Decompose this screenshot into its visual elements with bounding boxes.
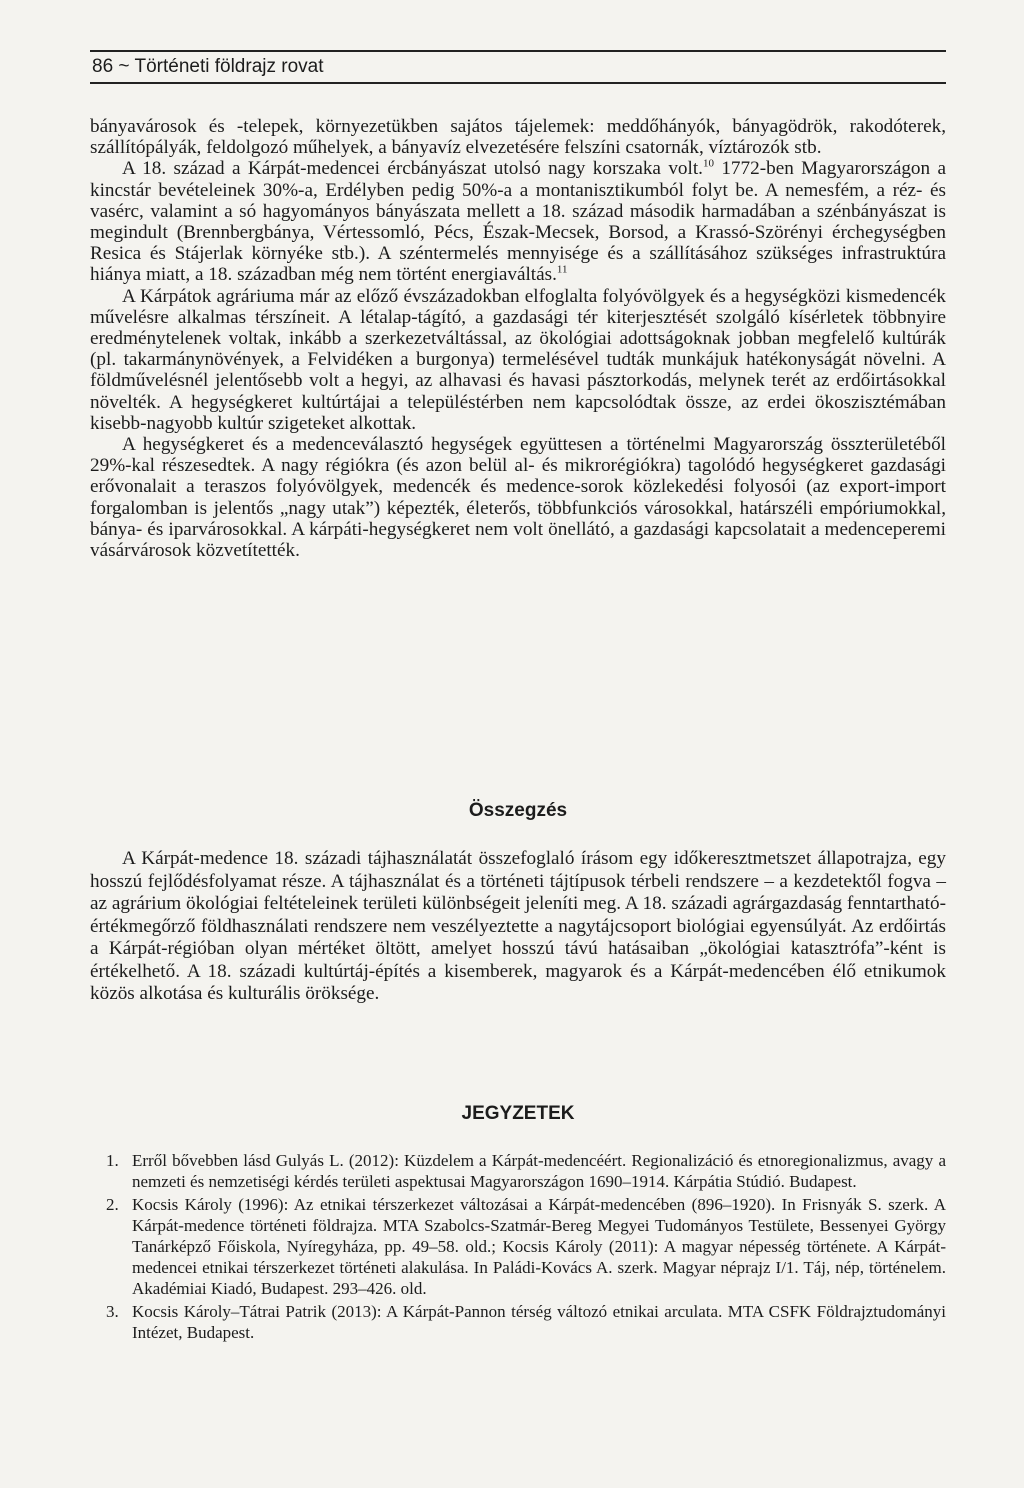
paragraph-1: bányavárosok és -telepek, környezetükben sajátos tájelemek: meddőhányók, bányagödrök, rakodóterek, szállítópályák, feldolgozó műhelyek, a bányavíz elvezetésére felszíni csatornák, víztározók stb. — [90, 116, 946, 159]
paragraph-3: A Kárpátok agráriuma már az előző évszázadokban elfoglalta folyóvölgyek és a hegységközi kismedencék művelésre alkalmas térszíneit. A létalap-tágító, a gazdasági tér kiterjesztését szolgáló kísérletek többnyire eredménytelenek voltak, inkább a szerkezetváltással, az ökológiai adottságoknak jobban megfelelő kultúrák (pl. takarmánynövények, a Felvidéken a burgonya) termelésével tudták munkájuk hatékonyságát növelni. A földművelésnél jelentősebb volt a hegyi, az alhavasi és havasi pásztorkodás, melynek terét az erdőirtásokkal növelték. A hegységkeret kultúrtájai a településtérben nem kapcsolódtak össze, az erdei ökoszisztémában kisebb-nagyobb kultúr szigeteket alkottak. — [90, 285, 946, 434]
note-item — [90, 1194, 946, 1299]
note-item — [90, 1301, 946, 1343]
note-text: Kocsis Károly (1996): Az etnikai térszerkezet változásai a Kárpát-medencében (896–1920). In Frisnyák S. szerk. A Kárpát-medence történeti földrajza. MTA Szabolcs-Szatmár-Bereg Megyei Tudományos Testülete, Bessenyei György Tanárképző Főiskola, Nyíregyháza, pp. 49–58. old.; Kocsis Károly (2011): A magyar népesség története. A Kárpát-medencei etnikai térszerkezet történeti alakulása. In Paládi-Kovács A. szerk. Magyar néprajz I/1. Táj, nép, történelem. Akadémiai Kiadó, Budapest. 293–426. old. — [132, 1195, 946, 1298]
running-header — [90, 50, 946, 84]
paragraph-4: A hegységkeret és a medenceválasztó hegységek együttesen a történelmi Magyarország összterületéből 29%-kal részesedtek. A nagy régiókra (és azon belül al- és mikrorégiókra) tagolódó hegységkeret gazdasági erővonalait a teraszos folyóvölgyek, medencék és medence-sorok közlekedési folyosói (az export-import forgalomban is jelentős „nagy utak”) képezték, életerős, többfunkciós városokkal, határszéli empóriumokkal, bánya- és iparvárosokkal. A kárpáti-hegységkeret nem volt önellátó, a gazdasági kapcsolatait a medenceperemi vásárvárosok közvetítették. — [90, 434, 946, 562]
paragraph-2 — [90, 158, 946, 285]
main-body — [90, 116, 946, 561]
notes-list — [90, 1150, 946, 1345]
page-number: 86 — [92, 56, 114, 77]
header-separator: ~ — [118, 56, 130, 77]
note-number: 2. — [106, 1195, 119, 1214]
paragraph-2-part-a: A 18. század a Kárpát-medencei ércbányászat utolsó nagy korszaka volt. — [122, 158, 703, 180]
summary-heading: Összegzés — [468, 800, 568, 821]
note-number: 1. — [106, 1151, 119, 1170]
note-text: Kocsis Károly–Tátrai Patrik (2013): A Kárpát-Pannon térség változó etnikai arculata. MTA CSFK Földrajztudományi Intézet, Budapest. — [132, 1302, 946, 1342]
summary-paragraph: A Kárpát-medence 18. századi tájhasználatát összefoglaló írásom egy időkeresztmetszet állapotrajza, egy hosszú fejlődésfolyamat része. A tájhasználat és a történeti tájtípusok térbeli rendszere – a kezdetektől fogva – az agrárium ökológiai feltételeinek területi különbségeit jeleníti meg. A 18. századi agrárgazdaság fenntartható-értékmegőrző földhasználati rendszere nem veszélyeztette a nagytájcsoport biológiai egyensúlyát. Az erdőirtás a Kárpát-régióban olyan mértéket öltött, amelyet hosszú távú hatásaiban „ökológiai katasztrófa”-ként is értékelhető. A 18. századi kultúrtáj-építés a kisemberek, magyarok és a Kárpát-medencében élő etnikumok közös alkotása és kulturális öröksége. — [90, 848, 946, 1004]
notes-heading: JEGYZETEK — [461, 1103, 575, 1124]
footnote-ref-11: 11 — [556, 264, 568, 277]
note-item — [90, 1150, 946, 1192]
section-title: Történeti földrajz rovat — [134, 56, 324, 77]
paragraph-2-part-b: 1772-ben Magyarországon a kincstár bevételeinek 30%-a, Erdélyben pedig 50%-a a montanisztikumból folyt be. A nemesfém, a réz- és vasérc, valamint a só hagyományos bányászata mellett a 18. század második harmadában a szénbányászat is megindult (Brennbergbánya, Vértessomló, Pécs, Észak-Mecsek, Borsod, a Krassó-Szörényi érchegységben Resica és Stájerlak környéke stb.). A széntermelés mennyisége és a szállításához szükséges infrastruktúra hiánya miatt, a 18. században még nem történt energiaváltás. — [90, 158, 946, 286]
note-number: 3. — [106, 1302, 119, 1321]
summary-section — [90, 848, 946, 1006]
footnote-ref-10: 10 — [702, 158, 714, 171]
note-text: Erről bővebben lásd Gulyás L. (2012): Küzdelem a Kárpát-medencéért. Regionalizáció és etnoregionalizmus, avagy a nemzeti és nemzetiségi kérdés területi aspektusai Magyarországon 1690–1914. Kárpátia Stúdió. Budapest. — [132, 1151, 946, 1191]
